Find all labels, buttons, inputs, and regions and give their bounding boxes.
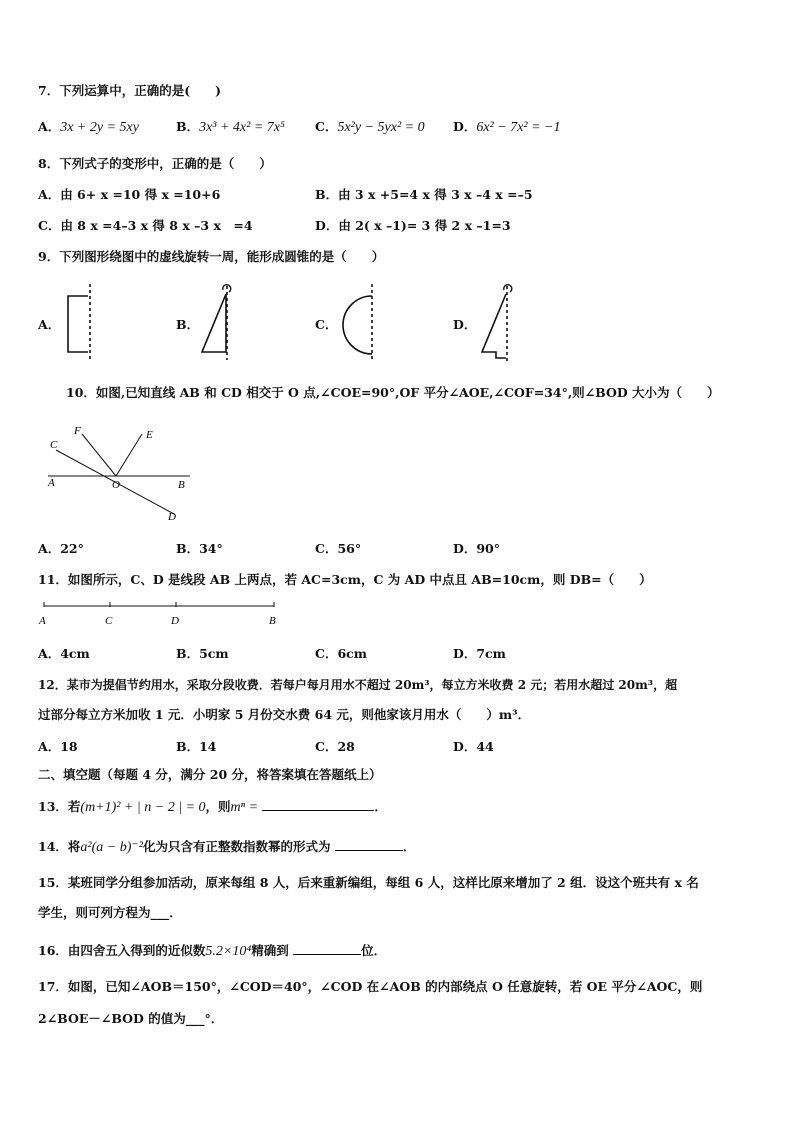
- q11-stem: 11．如图所示，C、D 是线段 AB 上两点，若 AC=3cm，C 为 AD 中点且 AB=10cm，则 DB=（ ）: [38, 572, 652, 587]
- label-a: A: [48, 477, 55, 489]
- q9-stem: 9．下列图形绕图中的虚线旋转一周，能形成圆锥的是（ ）: [38, 249, 385, 264]
- q15-line-1: 15．某班同学分组参加活动，原来每组 8 人，后来重新编组，每组 6 人，这样比原来增加了 2 组．设这个班共有 x 名: [38, 875, 699, 890]
- q15-line-2: 学生，则可列方程为___．: [38, 905, 182, 920]
- q8-option-b: B．由 3 x +5=4 x 得 3 x –4 x =–5: [315, 187, 533, 202]
- q10-option-b: B．34°: [176, 541, 223, 556]
- q8-option-d: D．由 2( x –1)= 3 得 2 x –1=3: [315, 218, 511, 233]
- q9-option-d-label: D．: [453, 317, 477, 332]
- ray-oe: [116, 434, 142, 476]
- label-c: C: [50, 439, 58, 451]
- q11-option-b: B．5cm: [176, 646, 229, 661]
- q12-line-1: 12．某市为提倡节约用水，采取分段收费．若每户每月用水不超过 20m³，每立方米收费 2 元；若用水超过 20m³，超: [38, 678, 678, 692]
- q9-option-a-label: A．: [38, 317, 61, 332]
- q8-stem: 8．下列式子的变形中，正确的是（ ）: [38, 156, 272, 171]
- stepped-triangle-shape: [482, 294, 506, 358]
- label-c: C: [105, 615, 113, 627]
- q14: 14．将a²(a − b)⁻²化为只含有正整数指数幂的形式为 ．: [38, 839, 416, 855]
- q7-option-c: C．5x²y − 5yx² = 0: [315, 119, 425, 135]
- q10-option-c: C．56°: [315, 541, 362, 556]
- q17-line-2: 2∠BOE－∠BOD 的值为___°．: [38, 1011, 224, 1026]
- q10-figure: [40, 420, 200, 524]
- answer-blank[interactable]: [335, 838, 403, 851]
- label-f: F: [74, 425, 81, 437]
- answer-blank[interactable]: [262, 798, 374, 811]
- q7-option-d: D．6x² − 7x² = −1: [453, 119, 561, 135]
- q16: 16．由四舍五入得到的近似数5.2×10⁴精确到 位．: [38, 943, 387, 959]
- q13: 13．若(m+1)² + | n − 2 | = 0，则mⁿ = ．: [38, 799, 387, 815]
- q8-option-c: C．由 8 x =4–3 x 得 8 x –3 x =4: [38, 218, 253, 233]
- q10-stem: 10．如图,已知直线 AB 和 CD 相交于 O 点,∠COE=90°,OF 平分∠AOE,∠COF=34°,则∠BOD 大小为（ ）: [66, 385, 720, 400]
- label-d: D: [171, 615, 179, 627]
- ray-of: [82, 434, 116, 476]
- q11-option-a: A．4cm: [38, 646, 90, 661]
- triangle-shape: [202, 294, 226, 352]
- q10-option-a: A．22°: [38, 541, 84, 556]
- q17-line-1: 17．如图，已知∠AOB＝150°，∠COD＝40°，∠COD 在∠AOB 的内部绕点 O 任意旋转，若 OE 平分∠AOC，则: [38, 979, 703, 994]
- q8-option-a: A．由 6+ x =10 得 x =10+6: [38, 187, 221, 202]
- label-e: E: [146, 429, 153, 441]
- q9-figure-d: [474, 280, 528, 366]
- semicircle-shape: [343, 296, 372, 354]
- q9-figure-a: [60, 282, 100, 362]
- q7-option-a: A．3x + 2y = 5xy: [38, 119, 139, 135]
- q9-option-b-label: B．: [176, 317, 200, 332]
- q12-option-c: C．28: [315, 739, 355, 754]
- answer-blank[interactable]: [293, 942, 361, 955]
- q9-option-c-label: C．: [315, 317, 338, 332]
- q12-line-2: 过部分每立方米加收 1 元．小明家 5 月份交水费 64 元，则他家该月用水（ ）m³．: [38, 707, 531, 722]
- label-o: O: [112, 479, 120, 491]
- label-b: B: [178, 479, 185, 491]
- label-a: A: [39, 615, 46, 627]
- q11-option-d: D．7cm: [453, 646, 506, 661]
- q11-figure: [36, 598, 286, 630]
- q12-option-a: A．18: [38, 739, 78, 754]
- q12-option-b: B．14: [176, 739, 217, 754]
- rectangle-shape: [68, 296, 88, 352]
- q7-option-b: B．3x³ + 4x² = 7x⁵: [176, 119, 285, 135]
- q12-option-d: D．44: [453, 739, 494, 754]
- q10-option-d: D．90°: [453, 541, 500, 556]
- q9-figure-b: [196, 280, 246, 362]
- label-b: B: [269, 615, 276, 627]
- section-heading: 二、填空题（每题 4 分，满分 20 分，将答案填在答题纸上）: [38, 767, 382, 782]
- q7-stem: 7．下列运算中，正确的是( ): [38, 83, 222, 98]
- q9-figure-c: [334, 282, 382, 364]
- label-d: D: [168, 511, 176, 523]
- q11-option-c: C．6cm: [315, 646, 367, 661]
